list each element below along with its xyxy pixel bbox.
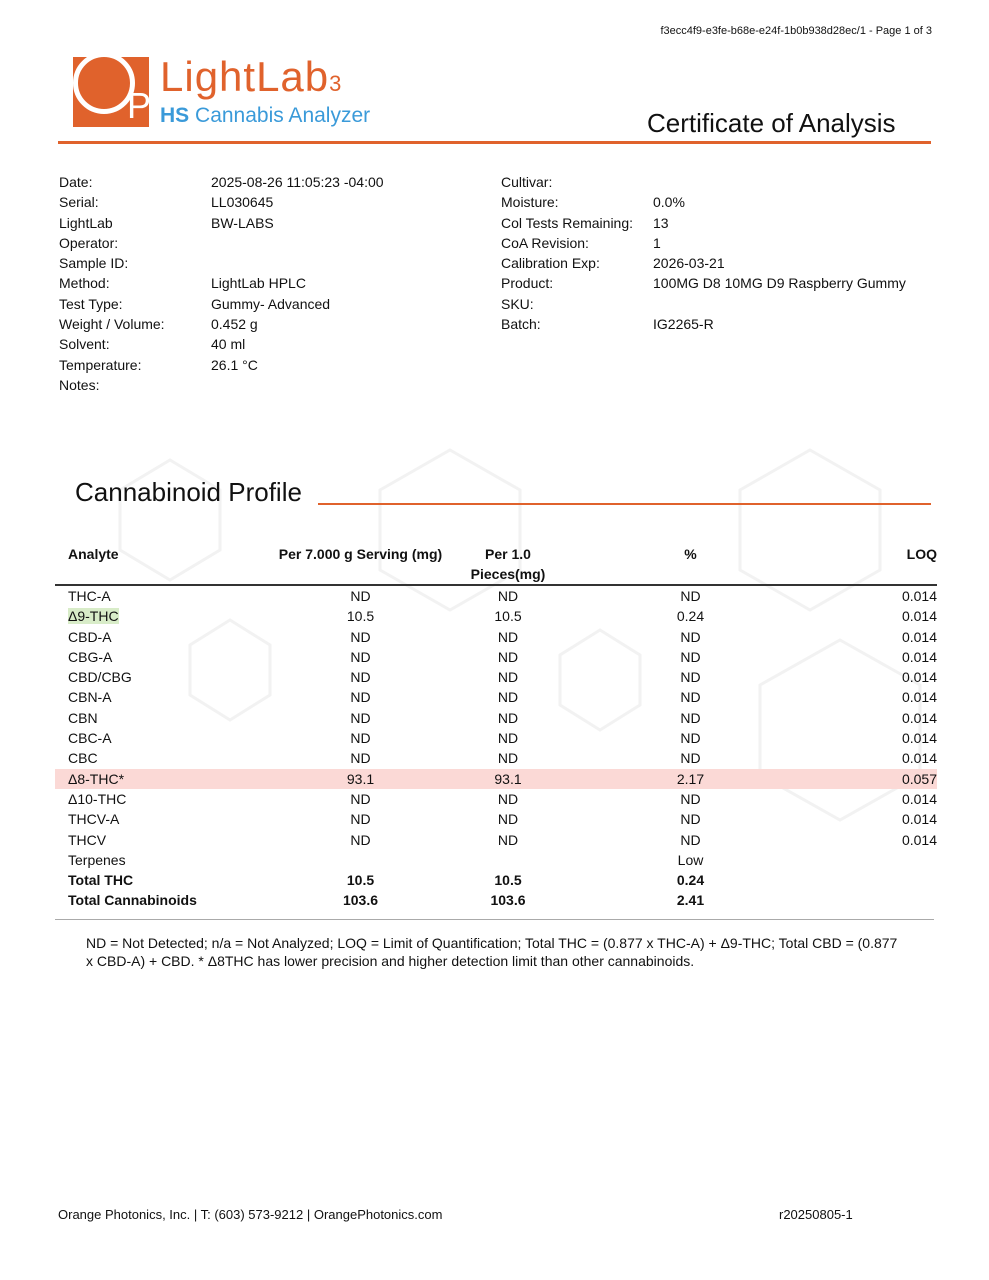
cell [828,708,937,728]
cell-text: ND [497,669,519,686]
cell [828,830,937,850]
table-row [55,890,937,910]
cell [553,606,828,626]
field-value: IG2265-R [653,316,714,333]
cell-text: ND [680,811,701,828]
revision-code: r20250805-1 [779,1207,853,1222]
cell [828,870,937,890]
field-value: 0.452 g [211,316,258,333]
cell [463,769,553,789]
table-row [55,809,937,829]
info-field [501,314,931,334]
cell-text: 0.014 [901,608,937,625]
sample-info-right [501,172,931,334]
table-row [55,708,937,728]
col-serving: Per 7.000 g Serving (mg) [258,544,463,585]
cell [828,890,937,910]
cell-text: 0.014 [901,811,937,828]
cell-text: ND [497,709,519,726]
cell [55,789,258,809]
cell [828,647,937,667]
cell [55,890,258,910]
field-label: LightLab [59,214,113,231]
cell [553,728,828,748]
cell-text: ND [497,811,519,828]
cell-text: Low [677,851,704,868]
section-title: Cannabinoid Profile [75,477,302,507]
field-value: 40 ml [211,336,246,353]
cell [258,870,463,890]
field-label: Cultivar: [501,174,553,190]
cell [828,687,937,707]
brand-subtitle [160,104,370,128]
cell-text: ND [680,669,701,686]
cannabinoid-table [55,544,937,911]
cell [828,789,937,809]
table-header [55,544,937,585]
field-label: Solvent: [59,336,110,353]
cell [828,850,937,870]
field-label: Weight / Volume: [59,316,165,333]
cell-text: 2.41 [676,892,705,909]
cell [463,708,553,728]
field-label: Batch: [501,316,541,333]
cell-text: 0.24 [676,872,705,889]
field-label: CoA Revision: [501,234,589,251]
cell [463,606,553,626]
sample-info-left [59,172,479,395]
cell-text: THC-A [68,588,111,604]
cell [463,748,553,768]
cell [258,830,463,850]
cell-text: 0.014 [901,790,937,807]
info-field [59,253,479,273]
cell [828,748,937,768]
cell [55,809,258,829]
cell-text: 0.014 [901,648,937,665]
table-row [55,769,937,789]
cell-text: ND [680,790,701,807]
cell-text: 0.014 [901,588,937,604]
cell [463,789,553,809]
col-piece: Per 1.0 Pieces(mg) [463,544,553,585]
info-field [59,213,479,233]
cell [55,870,258,890]
table-row [55,728,937,748]
info-field [501,172,931,192]
info-field [59,172,479,192]
cell-text: ND [680,689,701,706]
cell-text: ND [350,750,371,767]
field-label: Date: [59,174,93,190]
cell [258,708,463,728]
cell [258,667,463,687]
cell-text: 10.5 [346,608,375,625]
info-field [59,273,479,293]
cell-text: 0.014 [901,709,937,726]
cell-text: 0.24 [676,608,705,625]
document-id: f3ecc4f9-e3fe-b68e-e24f-1b0b938d28ec/1 - Page 1 of 3 [660,25,932,37]
cell-text: ND [350,730,371,747]
cell [553,769,828,789]
cell-text: 0.014 [901,628,937,645]
cell-text: CBC-A [68,730,112,747]
cell-text: 0.014 [901,730,937,747]
cell [553,687,828,707]
cell-text: ND [350,669,371,686]
field-label: Test Type: [59,295,123,312]
cell [463,647,553,667]
table-row [55,870,937,890]
field-label: Method: [59,275,110,292]
cell [553,850,828,870]
cell-text: ND [350,628,371,645]
cell [463,585,553,606]
cell-text: ND [497,730,519,747]
cell-text: ND [350,811,371,828]
cell [55,585,258,606]
info-field [59,355,479,375]
cell-text: CBN [68,709,98,726]
table-bottom-rule [55,919,934,920]
cell [828,667,937,687]
cell-text: ND [497,628,519,645]
field-value: 13 [653,214,669,231]
cell-text: ND [497,588,519,604]
cell [553,789,828,809]
cell-text: 0.014 [901,831,937,848]
cell [828,585,937,606]
cell [258,585,463,606]
table-row [55,789,937,809]
cell [258,627,463,647]
cell-text: Δ9-THC [68,608,119,625]
cell [258,728,463,748]
cell-text: CBC [68,750,98,767]
cell [553,647,828,667]
cell [258,748,463,768]
cell-text: ND [497,790,519,807]
cell-text: Δ8-THC* [68,770,125,787]
cell [258,687,463,707]
cell [258,606,463,626]
cell-text: 0.057 [901,770,937,787]
info-field [501,253,931,273]
field-value: 100MG D8 10MG D9 Raspberry Gummy [653,275,906,292]
field-label: Temperature: [59,356,142,373]
field-value: LightLab HPLC [211,275,306,292]
info-field [59,334,479,354]
cell [553,809,828,829]
cell [258,647,463,667]
cell [258,890,463,910]
cell-text: CBD/CBG [68,669,132,686]
table-row [55,667,937,687]
cell-text: Terpenes [68,851,126,868]
cell-text: 2.17 [676,770,705,787]
page-title: Certificate of Analysis [647,108,896,138]
field-value: 0.0% [653,194,685,211]
cell [463,687,553,707]
field-value: 1 [653,234,661,251]
cell-text: 10.5 [494,608,522,625]
brand-name [160,54,342,107]
cell [258,769,463,789]
cell [553,830,828,850]
cell [463,890,553,910]
footnotes: ND = Not Detected; n/a = Not Analyzed; LOQ = Limit of Quantification; Total THC = (0.877 x THC-A) + Δ9-THC; Total CBD = (0.877 x CBD-A) + CBD. * Δ8THC has lower precision and higher detection limit than other cannabinoids. [86,935,898,969]
cell-text: ND [497,689,519,706]
divider [58,141,931,144]
cell-text: ND [350,689,371,706]
table-row [55,748,937,768]
cell [55,606,258,626]
cell-text: ND [350,588,371,604]
brand-sup: 3 [329,71,343,96]
cell-text: ND [350,648,371,665]
table-row [55,585,937,606]
info-field [59,314,479,334]
table-row [55,627,937,647]
field-label: SKU: [501,295,534,312]
cell-text: ND [680,730,701,747]
cell [553,870,828,890]
table-row [55,850,937,870]
cell [828,728,937,748]
cell [463,728,553,748]
field-value: 2026-03-21 [653,255,725,272]
cell-text: ND [680,628,701,645]
cell [55,708,258,728]
col-percent: % [553,544,828,585]
cell [828,627,937,647]
cell [553,748,828,768]
info-field [501,294,931,314]
cell [55,647,258,667]
cell-text: 103.6 [342,892,379,909]
logo-p-mark: P [127,85,152,126]
cell [828,606,937,626]
cell [463,627,553,647]
cell [828,809,937,829]
cell-text: ND [350,790,371,807]
col-analyte: Analyte [55,544,258,585]
cell-text: ND [680,750,701,767]
table-row [55,830,937,850]
table-row [55,606,937,626]
col-loq: LOQ [828,544,937,585]
cell [55,748,258,768]
field-label: Sample ID: [59,255,129,272]
field-label: Product: [501,275,554,292]
field-label: Calibration Exp: [501,255,600,272]
cell-text: THCV-A [68,811,120,828]
cell [553,627,828,647]
cell [463,809,553,829]
cell [258,850,463,870]
cell-text: 10.5 [494,872,522,889]
field-value: Gummy- Advanced [211,295,331,312]
cell-text: ND [680,588,701,604]
field-label: Moisture: [501,194,559,211]
cell-text: 0.014 [901,689,937,706]
info-field [501,192,931,212]
cell-text: 0.014 [901,750,937,767]
cell [55,830,258,850]
cell [553,585,828,606]
brand-hs: HS [160,104,190,127]
cell-text: ND [680,648,701,665]
cell-text: 103.6 [490,892,526,909]
logo-o-mark [73,52,135,114]
cell [553,708,828,728]
cell-text: Total Cannabinoids [68,892,197,909]
info-field [59,192,479,212]
info-field [501,213,931,233]
cell [463,830,553,850]
field-label: Notes: [59,376,100,393]
cell-text: ND [680,709,701,726]
cell-text: 93.1 [494,770,522,787]
footer-contact: Orange Photonics, Inc. | T: (603) 573-9212 | OrangePhotonics.com [58,1207,443,1222]
cell-text: ND [497,648,519,665]
cell-text: CBN-A [68,689,112,706]
cell-text: CBG-A [68,648,113,665]
cell [553,890,828,910]
field-label: Serial: [59,194,99,211]
cell [55,627,258,647]
field-label: Col Tests Remaining: [501,214,634,231]
cell-text: ND [497,831,519,848]
cell-text: CBD-A [68,628,112,645]
cell-text: 0.014 [901,669,937,686]
cell-text: ND [497,750,519,767]
brand-text: LightLab [160,53,330,100]
cell-text: ND [350,709,371,726]
field-value: 26.1 °C [211,356,258,373]
info-field [59,294,479,314]
cell-text: Total THC [68,872,134,889]
info-field [501,233,931,253]
cell-text: 10.5 [346,872,375,889]
cell [258,809,463,829]
cell-text: ND [680,831,701,848]
cell-text: 93.1 [346,770,375,787]
cell [828,769,937,789]
field-value: BW-LABS [211,214,274,231]
table-row [55,647,937,667]
cell [463,850,553,870]
cell [55,687,258,707]
table-row [55,687,937,707]
field-value: LL030645 [211,194,274,211]
cell [55,850,258,870]
cell-text: THCV [68,831,107,848]
cell [258,789,463,809]
cell [463,667,553,687]
info-field [59,233,479,253]
info-field [59,375,479,395]
cell [55,728,258,748]
brand-sub-text: Cannabis Analyzer [195,104,371,127]
field-label: Operator: [59,234,119,251]
field-value: 2025-08-26 11:05:23 -04:00 [211,174,384,190]
section-divider [318,503,931,505]
info-field [501,273,931,293]
cell-text: Δ10-THC [68,790,127,807]
cell [463,870,553,890]
cell [55,769,258,789]
cell [55,667,258,687]
cell-text: ND [350,831,371,848]
cell [553,667,828,687]
